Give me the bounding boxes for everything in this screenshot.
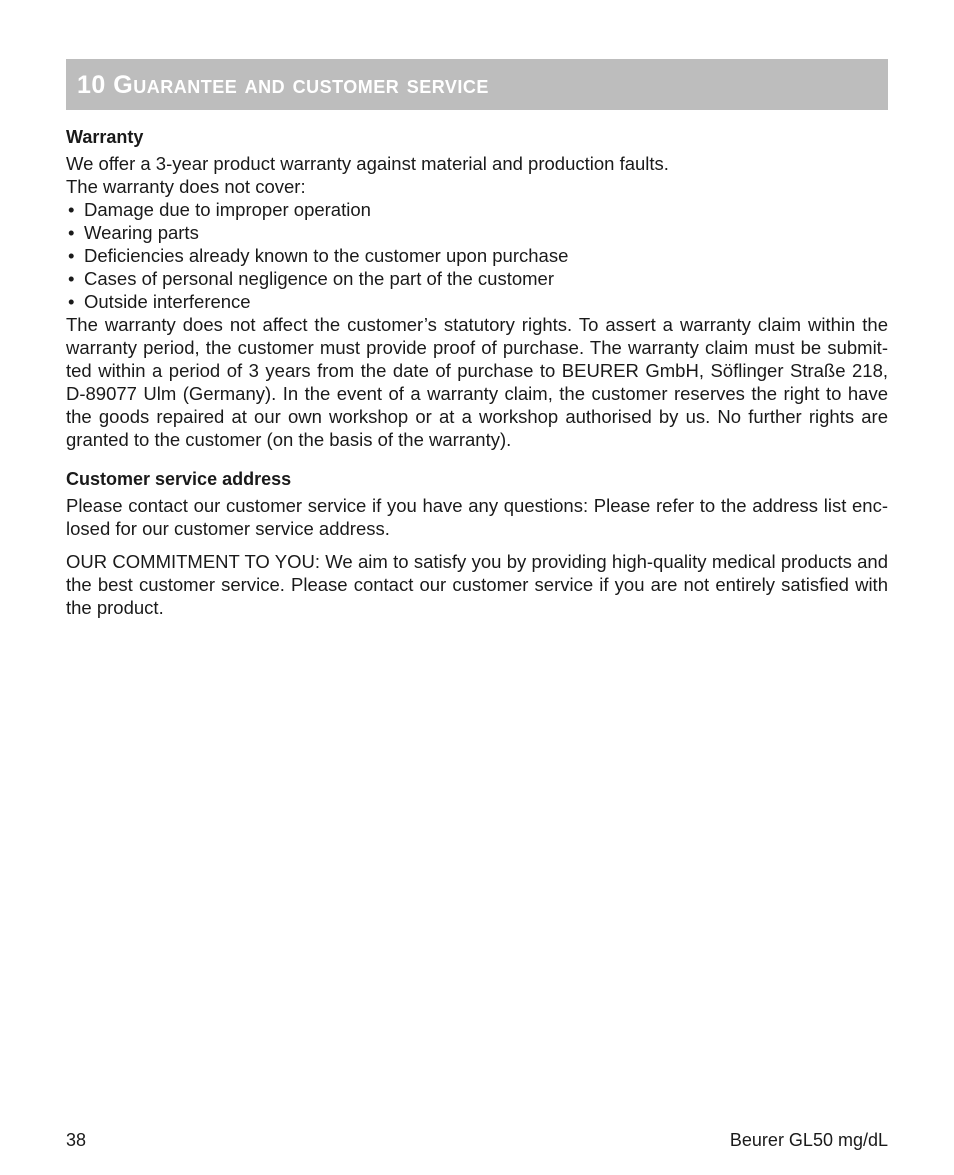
- manual-page: [66, 59, 888, 619]
- page-footer: [66, 1130, 888, 1151]
- list-item: • Damage due to improper operation: [66, 198, 888, 221]
- warranty-body: The warranty does not affect the customer’s statutory rights. To assert a warranty claim within the warranty period, the customer must provide proof of purchase. The warranty claim must be submit-ted within a period of 3 years from the date of purchase to BEURER GmbH, Söflinger Straße 218, D-89077 Ulm (Germany). In the event of a warranty claim, the customer reserves the right to have the goods repaired at our own workshop or at a workshop authorised by us. No further rights are granted to the customer (on the basis of the warranty).: [66, 314, 888, 450]
- page-number: 38: [66, 1130, 87, 1150]
- section-title: 10 Guarantee and customer service: [77, 71, 489, 99]
- warranty-intro: We offer a 3-year product warranty against material and production faults.: [66, 153, 669, 174]
- spacer: [66, 540, 888, 550]
- warranty-not-cover: The warranty does not cover:: [66, 176, 306, 197]
- page-content: [66, 126, 888, 619]
- warranty-exclusions-list: [66, 198, 888, 313]
- customer-service-body: Please contact our customer service if you have any questions: Please refer to the address list enc-losed for our customer service address.: [66, 495, 888, 539]
- customer-service-heading: Customer service address: [66, 469, 292, 489]
- section-header-bar: [66, 59, 888, 110]
- list-item: • Cases of personal negligence on the part of the customer: [66, 267, 888, 290]
- warranty-heading: Warranty: [66, 127, 144, 147]
- spacer: [66, 451, 888, 468]
- product-name: Beurer GL50 mg/dL: [729, 1130, 888, 1150]
- list-item: • Wearing parts: [66, 221, 888, 244]
- list-item: • Outside interference: [66, 290, 888, 313]
- commitment-text: OUR COMMITMENT TO YOU: We aim to satisfy you by providing high-quality medical products and the best customer service. Please contact our customer service if you are not entirely satisfied with the product.: [66, 551, 888, 618]
- list-item: • Deficiencies already known to the customer upon purchase: [66, 244, 888, 267]
